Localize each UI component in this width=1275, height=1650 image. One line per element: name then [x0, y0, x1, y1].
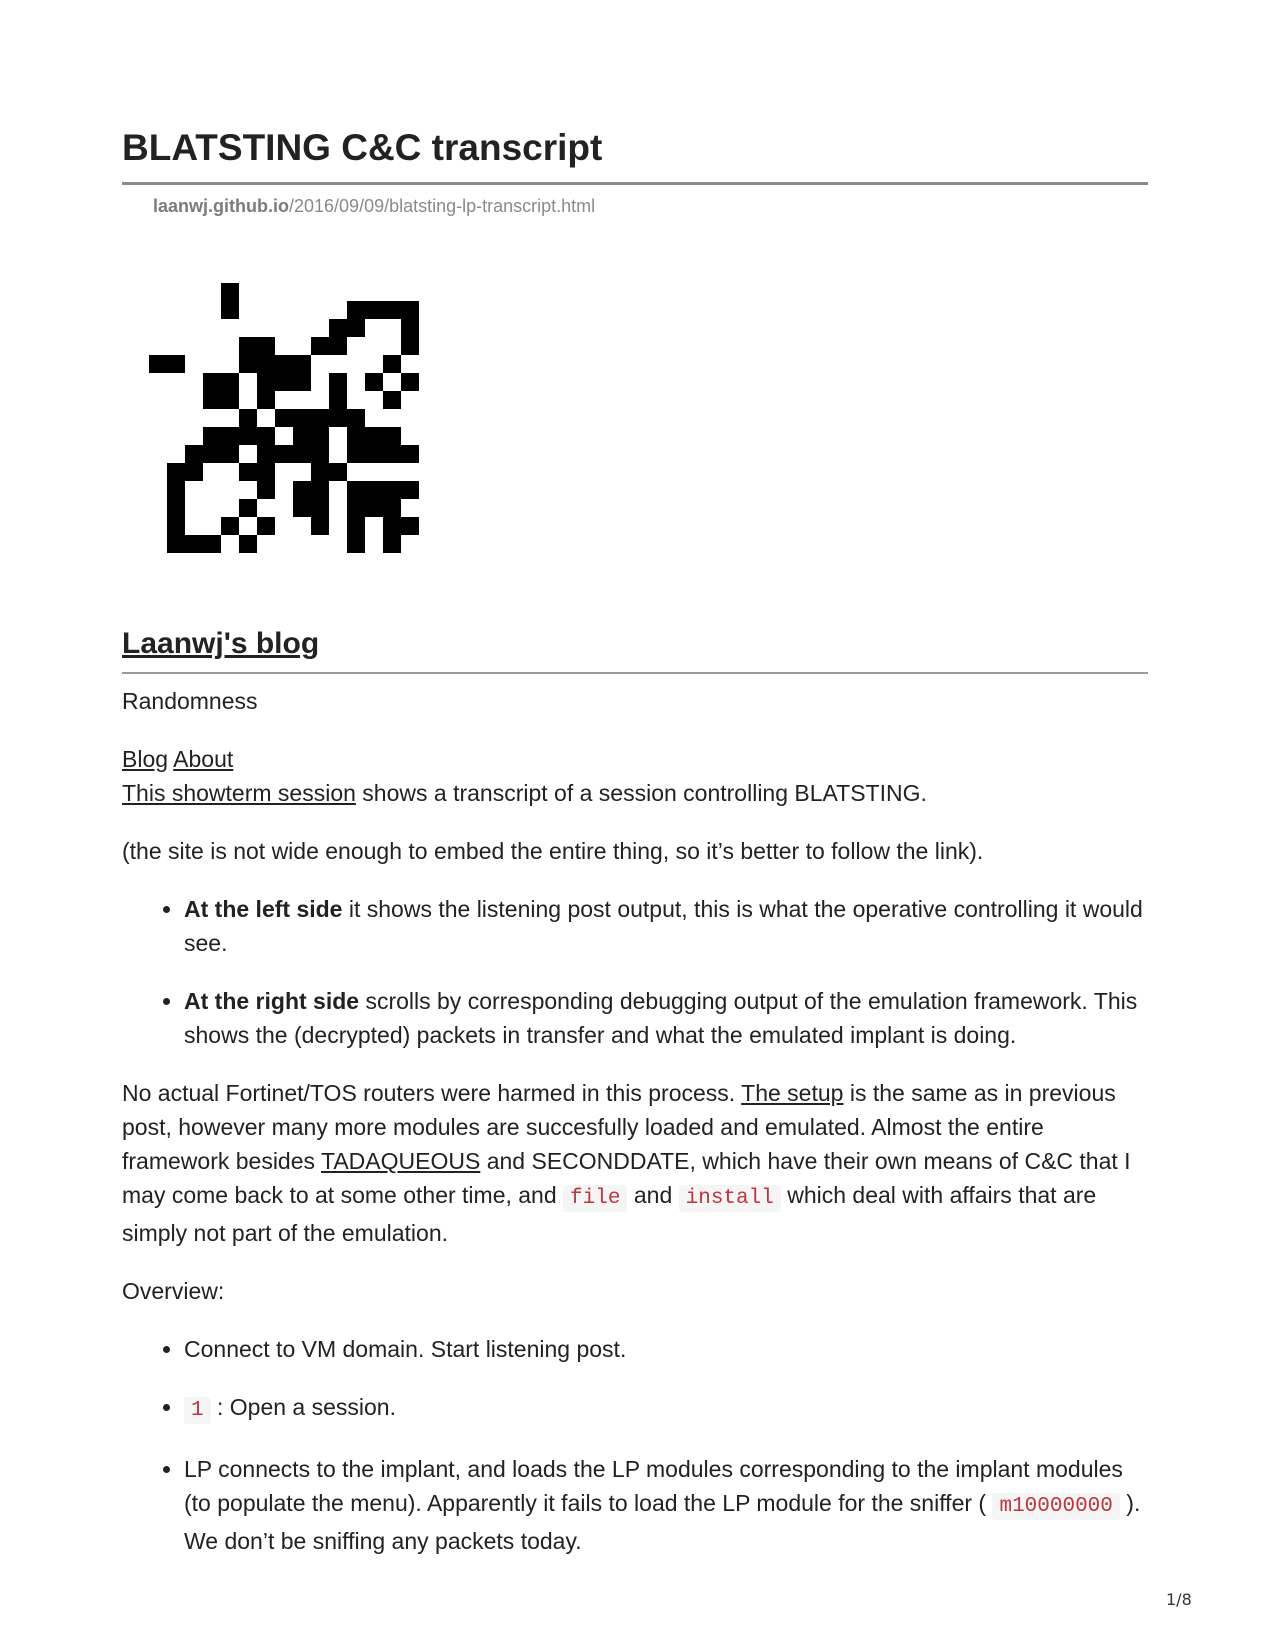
- overview-label: Overview:: [122, 1278, 225, 1304]
- overview-list: [122, 1332, 1148, 1558]
- sides-list: [122, 892, 1148, 1052]
- page-title: BLATSTING C&C transcript: [122, 127, 603, 168]
- blog-nav: [122, 742, 1148, 776]
- blog-divider: [122, 672, 1148, 674]
- setup-link[interactable]: The setup: [741, 1080, 844, 1106]
- code-1: 1: [184, 1397, 211, 1424]
- page-number: 1/8: [1166, 1590, 1192, 1609]
- showterm-session-link[interactable]: This showterm session: [122, 780, 356, 806]
- intro-paragraph: This showterm session shows a transcript of a session controlling BLATSTING.: [122, 780, 927, 806]
- article-body: [122, 684, 1148, 1582]
- note-paragraph: (the site is not wide enough to embed the entire thing, so it’s better to follow the link).: [122, 838, 984, 864]
- code-file: file: [563, 1185, 627, 1212]
- nav-about-link[interactable]: About: [173, 746, 234, 772]
- list-item: • At the right side scrolls by corresponding debugging output of the emulation framework. This shows the (decrypted) packets in transfer and what the emulated implant is doing.: [184, 984, 1148, 1052]
- code-install: install: [679, 1185, 781, 1212]
- list-item: • At the left side it shows the listening post output, this is what the operative controlling it would see.: [184, 892, 1148, 960]
- source-url-path: /2016/09/09/blatsting-lp-transcript.html: [289, 196, 596, 216]
- tadaqueous-link[interactable]: TADAQUEOUS: [321, 1148, 481, 1174]
- code-m10000000: m10000000: [992, 1493, 1119, 1520]
- nav-blog-link[interactable]: Blog: [122, 746, 169, 772]
- identicon-avatar-icon: [149, 283, 425, 559]
- source-url-host: laanwj.github.io: [153, 196, 289, 216]
- title-divider: [122, 182, 1148, 185]
- list-item: • LP connects to the implant, and loads the LP modules corresponding to the implant modules (to populate the menu). Apparently it fails to load the LP module for the sniffer ( m10000000 ). We don’t be sniffing any packets today.: [184, 1452, 1148, 1558]
- list-item: • Connect to VM domain. Start listening post.: [184, 1332, 1148, 1366]
- list-item: • 1 : Open a session.: [184, 1390, 1148, 1428]
- setup-paragraph: No actual Fortinet/TOS routers were harmed in this process. The setup is the same as in previous post, however many more modules are succesfully loaded and emulated. Almost the entire framework besides TADAQUEOUS and SECONDDATE, which have their own means of C&C that I may come back to at some other time, and file and install which deal with affairs that are simply not part of the emulation.: [122, 1080, 1131, 1246]
- blog-tagline: Randomness: [122, 688, 258, 714]
- blog-title-link[interactable]: Laanwj's blog: [122, 627, 320, 660]
- source-url: [153, 194, 595, 218]
